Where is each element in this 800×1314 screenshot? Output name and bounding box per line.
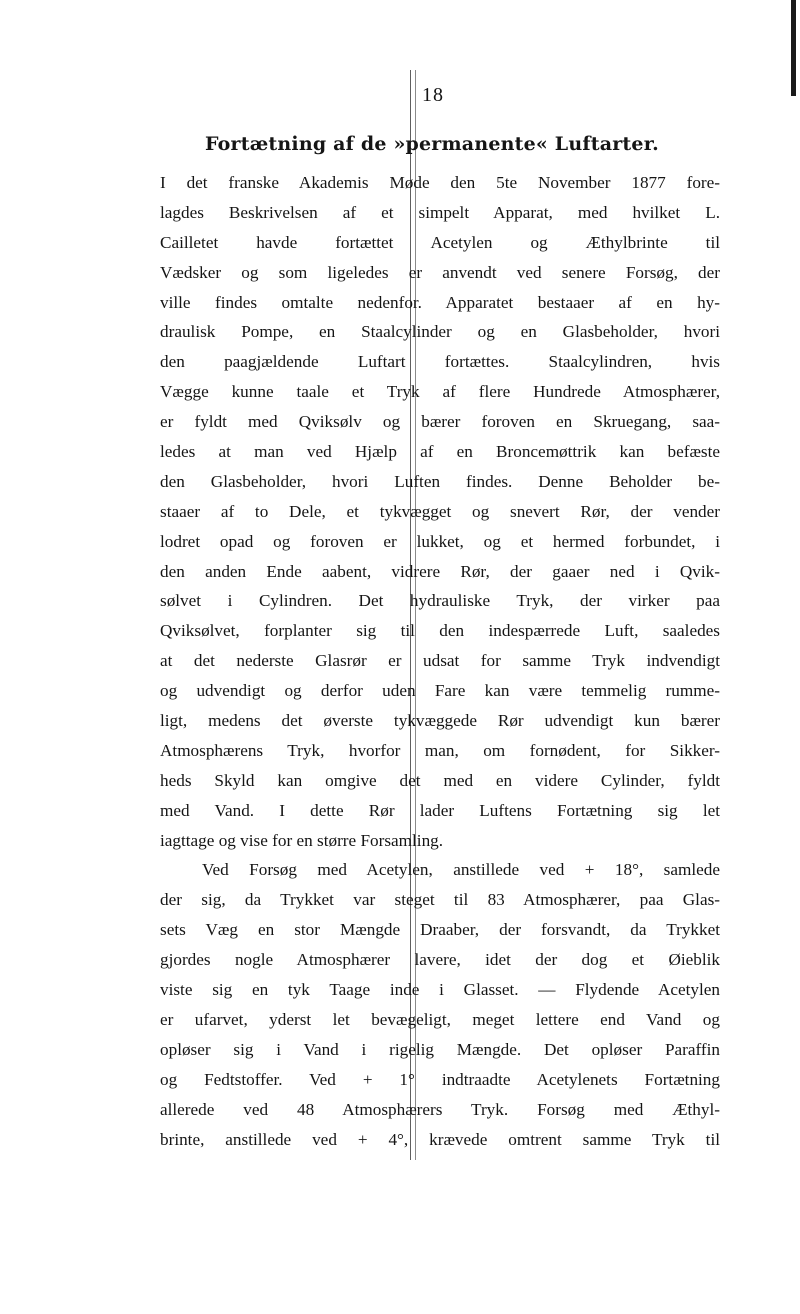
text-line: Cailletet havde fortættet Acetylen og Æthylbrinte til [160,232,720,252]
text-line: at det nederste Glasrør er udsat for samme Tryk indvendigt [160,651,720,671]
text-line: Vædsker og som ligeledes er anvendt ved senere Forsøg, der [160,262,720,282]
text-line: ligt, medens det øverste tykvæggede Rør udvendigt kun bærer [160,711,720,731]
text-line: brinte, anstillede ved + 4°, krævede omtrent samme Tryk til [160,1129,720,1149]
text-line: sølvet i Cylindren. Det hydrauliske Tryk, der virker paa [160,591,720,611]
text-line: ledes at man ved Hjælp af en Broncemøttrik kan befæste [160,442,720,462]
text-line: er fyldt med Qviksølv og bærer foroven en Skruegang, saa- [160,412,720,432]
text-line: viste sig en tyk Taage inde i Glasset. — Flydende Acetylen [160,980,720,1000]
text-line: med Vand. I dette Rør lader Luftens Fortætning sig let [160,800,720,820]
text-line: ville findes omtalte nedenfor. Apparatet bestaaer af en hy- [160,292,720,312]
text-line: iagttage og vise for en større Forsamling. [160,830,444,850]
text-line: Vægge kunne taale et Tryk af flere Hundrede Atmosphærer, [160,382,720,402]
text-line: lagdes Beskrivelsen af et simpelt Apparat, med hvilket L. [160,202,720,222]
text-line: og Fedtstoffer. Ved + 1° indtraadte Acetylenets Fortætning [160,1069,720,1089]
text-line: staaer af to Dele, et tykvægget og snevert Rør, der vender [160,501,720,521]
page-number: 18 [422,84,444,106]
text-line: og udvendigt og derfor uden Fare kan være temmelig rumme- [160,681,720,701]
text-line: er ufarvet, yderst let bevægeligt, meget lettere end Vand og [160,1009,720,1029]
scan-edge-mark [791,0,796,96]
text-line: den Glasbeholder, hvori Luften findes. Denne Beholder be- [160,471,720,491]
text-line: Qviksølvet, forplanter sig til den indespærrede Luft, saaledes [160,621,720,641]
text-line: der sig, da Trykket var steget til 83 Atmosphærer, paa Glas- [160,890,720,910]
section-heading: Fortætning af de »permanente« Luftarter. [205,133,659,155]
text-line: den paagjældende Luftart fortættes. Staalcylindren, hvis [160,352,720,372]
text-line: Ved Forsøg med Acetylen, anstillede ved + 18°, samlede [202,860,720,880]
text-line: sets Væg en stor Mængde Draaber, der forsvandt, da Trykket [160,920,720,940]
text-line: den anden Ende aabent, vidrere Rør, der gaaer ned i Qvik- [160,561,720,581]
text-line: draulisk Pompe, en Staalcylinder og en Glasbeholder, hvori [160,322,720,342]
text-line: Atmosphærens Tryk, hvorfor man, om fornødent, for Sikker- [160,740,720,760]
text-line: heds Skyld kan omgive det med en videre Cylinder, fyldt [160,770,720,790]
text-line: I det franske Akademis Møde den 5te November 1877 fore- [160,173,720,192]
body-text [160,168,720,1154]
text-line: opløser sig i Vand i rigelig Mængde. Det opløser Paraffin [160,1039,720,1059]
text-line: lodret opad og foroven er lukket, og et hermed forbundet, i [160,531,720,551]
text-line: gjordes nogle Atmosphærer lavere, idet der dog et Øieblik [160,950,720,970]
text-line: allerede ved 48 Atmosphærers Tryk. Forsøg med Æthyl- [160,1099,720,1119]
